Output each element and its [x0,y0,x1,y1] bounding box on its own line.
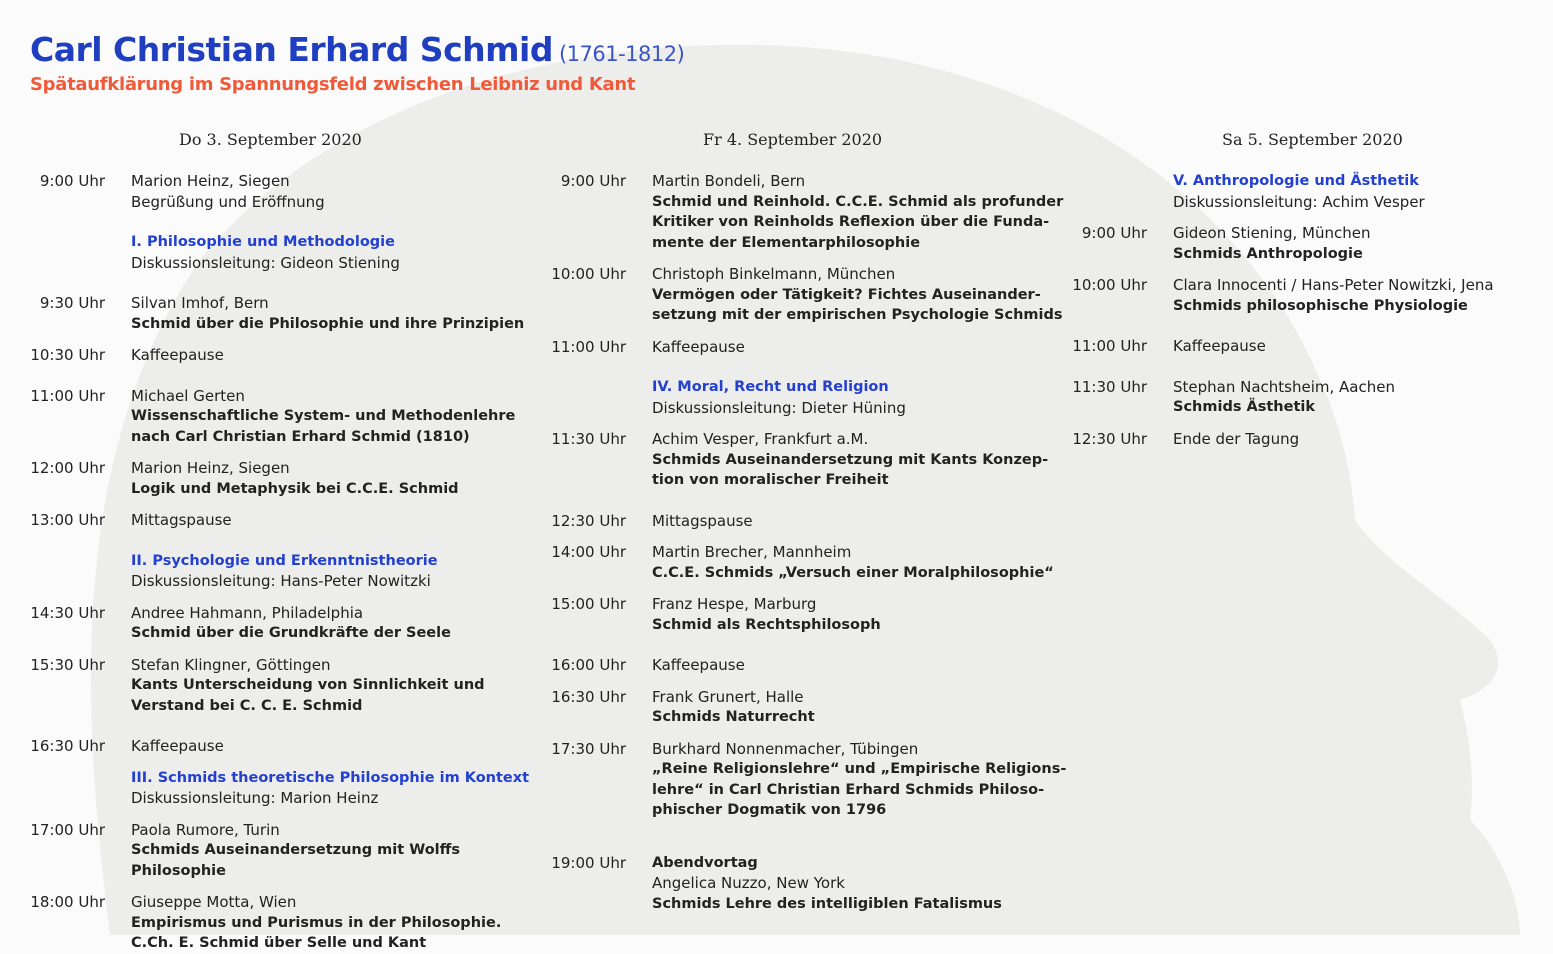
spacer [1047,316,1494,336]
day-header-friday: Fr 4. September 2020 [703,130,883,149]
session-time: 12:30 Uhr [1072,429,1147,448]
session-text: Gideon Stiening, München [1173,224,1371,242]
schedule-row [526,429,1066,450]
time-blank [5,232,131,253]
session-text: Achim Vesper, Frankfurt a.M. [652,430,869,448]
schedule-row [5,253,529,274]
schedule-row [5,314,529,335]
time-blank [5,406,131,427]
schedule-row [526,687,1066,708]
schedule-row [526,377,1066,398]
schedule-entry [526,264,1066,326]
schedule-row [5,192,529,213]
day-header-saturday: Sa 5. September 2020 [1222,130,1403,149]
spacer [526,531,1066,542]
session-text: Martin Bondeli, Bern [652,172,806,190]
schedule-row [526,563,1066,584]
session-time: 11:00 Uhr [30,386,105,405]
session-time: 13:00 Uhr [30,511,105,529]
session-time: 15:00 Uhr [551,595,626,613]
session-text: Mittagspause [652,511,753,530]
section-heading: II. Psychologie und Erkenntnistheorie [131,552,438,569]
section-heading: V. Anthropologie und Ästhetik [1173,173,1419,189]
schedule-row [526,655,1066,676]
schedule-row [1047,244,1494,265]
session-text: Begrüßung und Eröffnung [131,192,325,211]
time-blank [5,253,131,274]
title-text: Carl Christian Erhard Schmid [30,30,553,69]
spacer [526,253,1066,264]
talk-title: Verstand bei C. C. E. Schmid [131,697,363,714]
schedule-column-friday [526,171,1066,914]
schedule-entry [5,551,529,592]
schedule-entry [526,594,1066,635]
talk-title: Schmid über die Philosophie und ihre Prinzipien [131,315,525,332]
session-text: Kaffeepause [652,656,745,674]
schedule-row [5,406,529,427]
schedule-row [5,551,529,572]
time-blank [526,450,652,471]
schedule-row [5,820,529,841]
talk-title: Logik und Metaphysik bei C.C.E. Schmid [131,480,459,497]
schedule-entry [5,232,529,273]
schedule-row [5,892,529,913]
time-blank [526,563,652,584]
schedule-row [1047,275,1494,296]
schedule-row [526,171,1066,192]
schedule-row [526,337,1066,358]
talk-title: Schmid als Rechtsphilosoph [652,616,881,633]
schedule-row [526,511,1066,532]
time-blank [526,192,652,213]
time-blank [5,675,131,696]
schedule-entry [1047,336,1494,357]
schedule-row [5,861,529,882]
schedule-entry [526,429,1066,491]
session-time: 17:00 Uhr [30,820,105,839]
spacer [5,499,529,510]
session-text: Frank Grunert, Halle [652,687,804,706]
time-blank [526,615,652,636]
session-text: Christoph Binkelmann, München [652,265,896,283]
time-blank [526,780,652,801]
schedule-row [526,450,1066,471]
session-text: Stefan Klingner, Göttingen [131,655,331,674]
time-blank [526,285,652,306]
talk-title: Schmids Auseinandersetzung mit Kants Konzep- [652,451,1049,468]
schedule-row [526,233,1066,254]
spacer [526,418,1066,429]
time-blank [5,427,131,448]
time-blank [5,913,131,934]
schedule-row [5,913,529,934]
spacer [1047,212,1494,223]
schedule-row [5,736,529,757]
session-text: Mittagspause [131,511,232,529]
schedule-row [526,398,1066,419]
schedule-entry [5,345,529,366]
session-time: 11:00 Uhr [551,337,626,356]
time-blank [5,192,131,213]
session-time: 10:00 Uhr [1072,276,1147,294]
schedule-entry [526,687,1066,728]
schedule-row [526,800,1066,821]
schedule-row [526,285,1066,306]
session-time: 11:00 Uhr [1072,337,1147,355]
schedule-row [5,232,529,253]
session-text: Kaffeepause [652,337,745,356]
session-time: 15:30 Uhr [30,655,105,674]
schedule-row [526,305,1066,326]
spacer [5,809,529,820]
talk-title: Schmids Anthropologie [1173,245,1363,262]
schedule-entry [5,655,529,717]
session-text: Stephan Nachtsheim, Aachen [1173,377,1395,396]
schedule-row [5,293,529,314]
spacer [5,366,529,386]
schedule-row [5,458,529,479]
time-blank [5,696,131,717]
talk-title: Empirismus und Purismus in der Philosophie. [131,914,502,931]
time-blank [5,933,131,954]
session-time: 11:30 Uhr [1072,377,1147,396]
schedule-row [1047,171,1494,192]
time-blank [5,479,131,500]
talk-title: nach Carl Christian Erhard Schmid (1810) [131,428,470,445]
schedule-row [526,759,1066,780]
schedule-entry [5,510,529,531]
talk-title: phischer Dogmatik von 1796 [652,802,887,818]
session-text: Franz Hespe, Marburg [652,595,817,613]
schedule-row [526,594,1066,615]
schedule-entry [526,171,1066,253]
spacer [526,357,1066,377]
schedule-row [1047,429,1494,450]
schedule-entry [5,458,529,499]
schedule-row [526,873,1066,894]
schedule-row [5,479,529,500]
schedule-row [526,470,1066,491]
schedule-column-thursday [5,171,529,954]
schedule-row [5,840,529,861]
talk-title: Abendvortag [652,854,758,871]
schedule-row [5,655,529,676]
schedule-entry [526,655,1066,676]
schedule-entry [1047,429,1494,450]
schedule-row [526,542,1066,563]
talk-title: Schmids philosophische Physiologie [1173,297,1468,314]
schedule-row [5,788,529,809]
time-blank [526,305,652,326]
talk-title: Schmid und Reinhold. C.C.E. Schmid als profunder [652,193,1064,210]
spacer [526,821,1066,853]
session-text: Diskussionsleitung: Hans-Peter Nowitzki [131,572,431,590]
schedule-entry [1047,223,1494,264]
spacer [5,644,529,655]
time-blank [5,571,131,592]
schedule-entry [526,542,1066,583]
time-blank [526,873,652,894]
schedule-entry [5,293,529,334]
header [30,30,684,96]
session-time: 18:00 Uhr [30,893,105,911]
session-time: 19:00 Uhr [551,853,626,872]
talk-title: Philosophie [131,862,226,879]
session-text: Kaffeepause [131,737,224,755]
session-text: Marion Heinz, Siegen [131,459,290,477]
spacer [5,273,529,293]
schedule-entry [526,377,1066,418]
session-time: 10:30 Uhr [30,346,105,364]
session-text: Silvan Imhof, Bern [131,294,269,312]
session-text: Ende der Tagung [1173,429,1300,448]
session-text: Giuseppe Motta, Wien [131,893,297,911]
schedule-row [5,427,529,448]
schedule-entry [526,739,1066,821]
schedule-entry [526,853,1066,915]
schedule-entry [5,768,529,809]
time-blank [5,788,131,809]
time-blank [1047,171,1173,192]
time-blank [5,314,131,335]
talk-title: Wissenschaftliche System- und Methodenlehre [131,408,516,424]
session-text: Andree Hahmann, Philadelphia [131,603,364,622]
schedule-row [5,933,529,954]
session-text: Diskussionsleitung: Marion Heinz [131,789,379,807]
schedule-row [5,386,529,407]
time-blank [1047,296,1173,317]
session-time: 9:30 Uhr [39,294,105,312]
schedule-row [526,739,1066,760]
schedule-row [526,212,1066,233]
session-time: 16:30 Uhr [551,687,626,706]
time-blank [526,398,652,419]
time-blank [526,800,652,821]
spacer [5,531,529,551]
session-time: 9:00 Uhr [1081,224,1147,242]
schedule-row [526,707,1066,728]
talk-title: Schmids Lehre des intelligiblen Fatalismus [652,895,1002,912]
talk-title: setzung mit der empirischen Psychologie Schmids [652,307,1063,323]
time-blank [1047,192,1173,213]
session-text: Marion Heinz, Siegen [131,172,290,190]
talk-title: Schmid über die Grundkräfte der Seele [131,625,451,641]
session-text: Burkhard Nonnenmacher, Tübingen [652,739,919,758]
schedule-row [526,264,1066,285]
title-years: (1761-1812) [558,42,685,66]
session-text: Clara Innocenti / Hans-Peter Nowitzki, Jena [1173,276,1494,294]
schedule-entry [526,337,1066,358]
page-title [30,30,684,74]
schedule-entry [5,892,529,954]
schedule-entry [5,603,529,644]
session-text: Angelica Nuzzo, New York [652,874,845,892]
spacer [5,716,529,736]
spacer [5,447,529,458]
schedule-row [1047,223,1494,244]
talk-title: mente der Elementarphilosophie [652,234,921,251]
session-time: 14:30 Uhr [30,603,105,622]
session-text: Diskussionsleitung: Dieter Hüning [652,398,906,417]
schedule-row [526,615,1066,636]
schedule-row [526,853,1066,874]
schedule-row [1047,377,1494,398]
time-blank [526,377,652,398]
session-time: 17:30 Uhr [551,739,626,758]
session-time: 9:00 Uhr [39,172,105,190]
schedule-entry [5,171,529,212]
session-time: 16:00 Uhr [551,656,626,674]
time-blank [526,470,652,491]
schedule-row [526,894,1066,915]
spacer [526,728,1066,739]
schedule-row [526,780,1066,801]
talk-title: C.Ch. E. Schmid über Selle und Kant [131,935,427,951]
session-time: 14:00 Uhr [551,543,626,561]
schedule-entry [1047,377,1494,418]
talk-title: Vermögen oder Tätigkeit? Fichtes Auseinander- [652,286,1041,303]
schedule-entry [1047,171,1494,212]
time-blank [5,551,131,572]
schedule-row [5,345,529,366]
schedule-row [5,171,529,192]
session-text: Kaffeepause [131,346,224,364]
section-heading: III. Schmids theoretische Philosophie im Kontext [131,769,530,786]
time-blank [526,894,652,915]
schedule-row [1047,296,1494,317]
talk-title: „Reine Religionslehre“ und „Empirische Religions- [652,761,1067,777]
talk-title: Kants Unterscheidung von Sinnlichkeit und [131,677,485,693]
section-heading: I. Philosophie und Methodologie [131,234,395,250]
time-blank [5,768,131,789]
time-blank [5,840,131,861]
schedule-row [5,768,529,789]
session-time: 16:30 Uhr [30,737,105,755]
schedule-entry [526,511,1066,532]
spacer [1047,357,1494,377]
time-blank [526,233,652,254]
session-text: Martin Brecher, Mannheim [652,543,852,561]
spacer [526,326,1066,337]
schedule-row [1047,336,1494,357]
spacer [526,635,1066,655]
schedule-entry [5,736,529,757]
time-blank [526,707,652,728]
schedule-row [5,510,529,531]
schedule-entry [1047,275,1494,316]
session-text: Paola Rumore, Turin [131,820,280,839]
section-heading: IV. Moral, Recht und Religion [652,379,889,395]
time-blank [526,759,652,780]
schedule-row [5,675,529,696]
schedule-row [526,192,1066,213]
time-blank [5,623,131,644]
session-text: Diskussionsleitung: Achim Vesper [1173,192,1425,211]
spacer [1047,264,1494,275]
spacer [5,212,529,232]
session-time: 9:00 Uhr [560,172,626,190]
talk-title: tion von moralischer Freiheit [652,472,889,488]
session-time: 10:00 Uhr [551,265,626,283]
session-time: 11:30 Uhr [551,430,626,448]
schedule-row [1047,397,1494,418]
talk-title: Schmids Ästhetik [1173,399,1315,415]
spacer [5,334,529,345]
spacer [5,757,529,768]
time-blank [526,212,652,233]
spacer [5,592,529,603]
day-header-thursday: Do 3. September 2020 [179,130,362,149]
schedule-row [5,623,529,644]
spacer [1047,418,1494,429]
page-subtitle: Spätaufklärung im Spannungsfeld zwischen Leibniz und Kant [30,74,636,95]
talk-title: lehre“ in Carl Christian Erhard Schmids Philoso- [652,781,1045,798]
session-time: 12:00 Uhr [30,459,105,477]
spacer [5,881,529,892]
schedule-column-saturday [1047,171,1494,449]
schedule-row [5,603,529,624]
talk-title: Kritiker von Reinholds Reflexion über die Funda- [652,214,1050,230]
schedule-row [5,696,529,717]
session-text: Kaffeepause [1173,337,1266,355]
talk-title: Schmids Naturrecht [652,709,815,725]
spacer [526,491,1066,511]
time-blank [1047,244,1173,265]
schedule-row [1047,192,1494,213]
session-time: 12:30 Uhr [551,511,626,530]
time-blank [1047,397,1173,418]
schedule-row [5,571,529,592]
talk-title: Schmids Auseinandersetzung mit Wolffs [131,842,461,858]
time-blank [5,861,131,882]
talk-title: C.C.E. Schmids „Versuch einer Moralphilosophie“ [652,564,1054,581]
spacer [526,676,1066,687]
spacer [526,583,1066,594]
session-text: Michael Gerten [131,386,245,405]
session-text: Diskussionsleitung: Gideon Stiening [131,253,400,272]
schedule-entry [5,820,529,882]
schedule-entry [5,386,529,448]
